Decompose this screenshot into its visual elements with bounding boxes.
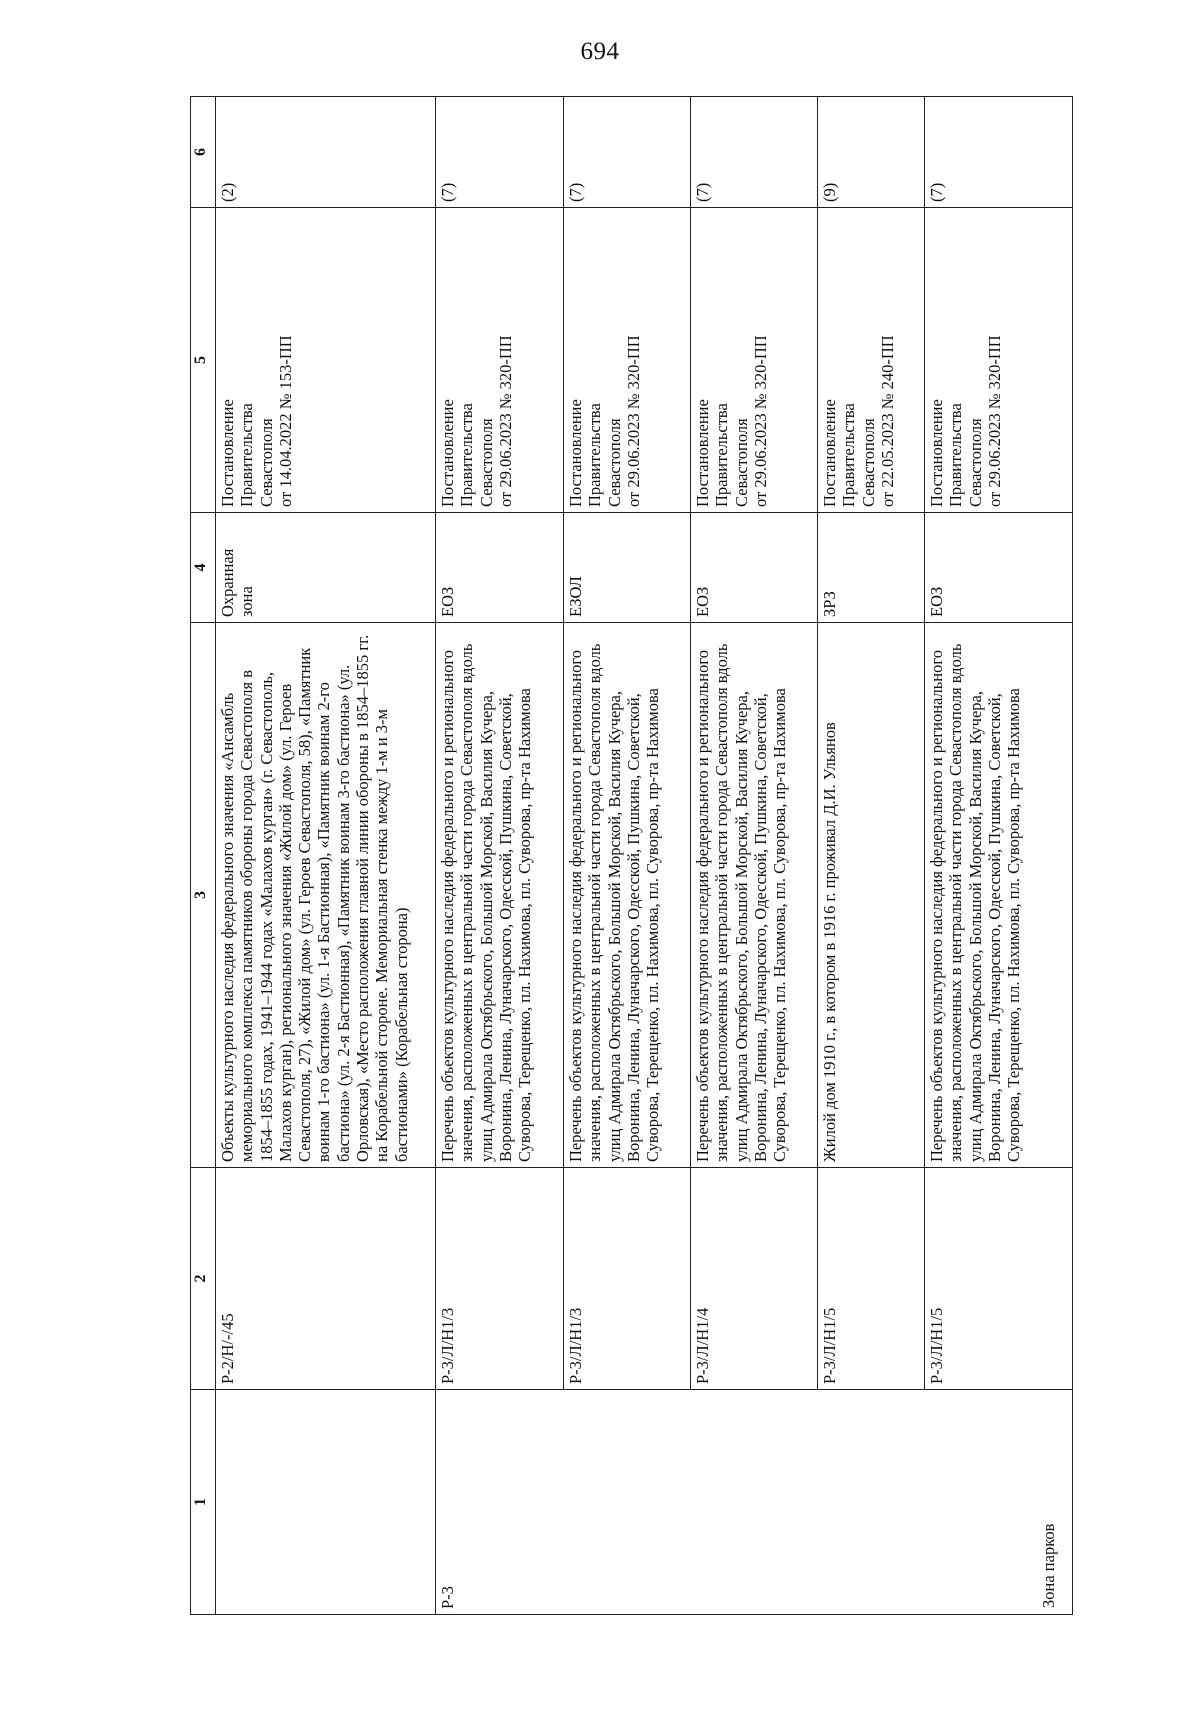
- zone-type-cell: ЕОЗ: [436, 513, 564, 623]
- act-line: Правительства: [712, 403, 732, 507]
- header-row: [191, 97, 216, 1615]
- table-row: [818, 97, 925, 1615]
- table-row: [564, 97, 691, 1615]
- code-cell: Р-3/Л/Н1/4: [691, 1168, 818, 1390]
- table-row: [691, 97, 818, 1615]
- column-header-5: 5: [191, 208, 216, 513]
- code-cell: Р-3/Л/Н1/5: [925, 1168, 1073, 1390]
- zone-code: Р-3: [438, 1586, 457, 1609]
- act-line: от 29.06.2023 № 320-ПП: [623, 335, 643, 507]
- act-line: Постановление: [820, 399, 839, 507]
- act-line: от 29.06.2023 № 320-ПП: [750, 335, 770, 507]
- act-cell: [691, 208, 818, 513]
- act-line: Правительства: [839, 403, 859, 507]
- table-header: [191, 97, 216, 1615]
- act-line: от 22.05.2023 № 240-ПП: [877, 335, 897, 507]
- act-line: Правительства: [946, 403, 966, 507]
- act-line: Постановление: [218, 399, 237, 507]
- zones-table: [190, 96, 1073, 1615]
- zone-type-cell: Охранная зона: [216, 513, 436, 623]
- act-line: Постановление: [438, 399, 457, 507]
- act-line: от 14.04.2022 № 153-ПП: [275, 335, 295, 507]
- description-cell: Перечень объектов культурного наследия федерального и регионального значения, расположенных в центральной части города Севастополя вдоль улиц Адмирала Октябрьского, Большой Морской, Василия Кучера, Воронина, Ленина, Луначарского, Одесской, Пушкина, Советской, Суворова, Терещенко, пл. Нахимова, пл. Суворова, пр-та Нахимова: [564, 623, 691, 1168]
- note-cell: (2): [216, 97, 436, 208]
- note-cell: (7): [564, 97, 691, 208]
- zone-cell: [436, 1390, 1073, 1615]
- act-cell: [818, 208, 925, 513]
- note-cell: (7): [691, 97, 818, 208]
- description-cell: Перечень объектов культурного наследия федерального и регионального значения, расположенных в центральной части города Севастополя вдоль улиц Адмирала Октябрьского, Большой Морской, Василия Кучера, Воронина, Ленина, Луначарского, Одесской, Пушкина, Советской, Суворова, Терещенко, пл. Нахимова, пл. Суворова, пр-та Нахимова: [925, 623, 1073, 1168]
- act-line: от 29.06.2023 № 320-ПП: [495, 335, 515, 507]
- note-cell: (7): [925, 97, 1073, 208]
- code-cell: Р-3/Л/Н1/5: [818, 1168, 925, 1390]
- act-line: Правительства: [585, 403, 605, 507]
- table-row: [216, 97, 436, 1615]
- act-line: Постановление: [927, 399, 946, 507]
- description-cell: Жилой дом 1910 г., в котором в 1916 г. проживал Д.И. Ульянов: [818, 623, 925, 1168]
- act-line: Правительства: [237, 403, 257, 507]
- zone-cell-empty: [216, 1390, 436, 1615]
- table-row: [925, 97, 1073, 1615]
- act-cell: [216, 208, 436, 513]
- act-line: Постановление: [566, 399, 585, 507]
- act-line: Севастополя: [965, 418, 985, 507]
- column-header-1: 1: [191, 1390, 216, 1615]
- table-row: [436, 97, 564, 1615]
- code-cell: Р-3/Л/Н1/3: [436, 1168, 564, 1390]
- act-line: Севастополя: [604, 418, 624, 507]
- column-header-3: 3: [191, 623, 216, 1168]
- act-cell: [564, 208, 691, 513]
- zone-type-cell: ЕОЗ: [691, 513, 818, 623]
- act-cell: [436, 208, 564, 513]
- note-cell: (9): [818, 97, 925, 208]
- rotated-table-container: [190, 97, 1064, 1615]
- description-cell: Перечень объектов культурного наследия федерального и регионального значения, расположенных в центральной части города Севастополя вдоль улиц Адмирала Октябрьского, Большой Морской, Василия Кучера, Воронина, Ленина, Луначарского, Одесской, Пушкина, Советской, Суворова, Терещенко, пл. Нахимова, пл. Суворова, пр-та Нахимова: [691, 623, 818, 1168]
- description-cell: Перечень объектов культурного наследия федерального и регионального значения, расположенных в центральной части города Севастополя вдоль улиц Адмирала Октябрьского, Большой Морской, Василия Кучера, Воронина, Ленина, Луначарского, Одесской, Пушкина, Советской, Суворова, Терещенко, пл. Нахимова, пл. Суворова, пр-та Нахимова: [436, 623, 564, 1168]
- column-header-6: 6: [191, 97, 216, 208]
- act-line: Правительства: [457, 403, 477, 507]
- act-cell: [925, 208, 1073, 513]
- act-line: Постановление: [693, 399, 712, 507]
- code-cell: Р-3/Л/Н1/3: [564, 1168, 691, 1390]
- act-line: от 29.06.2023 № 320-ПП: [984, 335, 1004, 507]
- note-cell: (7): [436, 97, 564, 208]
- code-cell: Р-2/Н/-/45: [216, 1168, 436, 1390]
- zone-type-cell: ЕЗОЛ: [564, 513, 691, 623]
- zone-type-cell: ЕОЗ: [925, 513, 1073, 623]
- page-number: 694: [580, 38, 620, 65]
- column-header-2: 2: [191, 1168, 216, 1390]
- description-cell: Объекты культурного наследия федерального значения «Ансамбль мемориального комплекса памятников обороны города Севастополя в 1854–1855 годах, 1941–1944 годах «Малахов курган» (г. Севастополь, Малахов курган), регионального значения «Жилой дом» (ул. Героев Севастополя, 27), «Жилой дом» (ул. Героев Севастополя, 58), «Памятник воинам 1-го бастиона» (ул. 1-я Бастионная), «Памятник воинам 2-го бастиона» (ул. 2-я Бастионная), «Памятник воинам 3-го бастиона» (ул. Орловская), «Место расположения главной линии обороны в 1854–1855 гг. на Корабельной стороне. Мемориальная стенка между 1-м и 3-м бастионами» (Корабельная сторона): [216, 623, 436, 1168]
- act-line: Севастополя: [731, 418, 751, 507]
- act-line: Севастополя: [476, 418, 496, 507]
- column-header-4: 4: [191, 513, 216, 623]
- table-body: [216, 97, 1073, 1615]
- act-line: Севастополя: [256, 418, 276, 507]
- rotated-table-area: [190, 97, 1064, 1615]
- zone-type-cell: ЗРЗ: [818, 513, 925, 623]
- act-line: Севастополя: [858, 418, 878, 507]
- zone-name: Зона парков: [1038, 1523, 1058, 1608]
